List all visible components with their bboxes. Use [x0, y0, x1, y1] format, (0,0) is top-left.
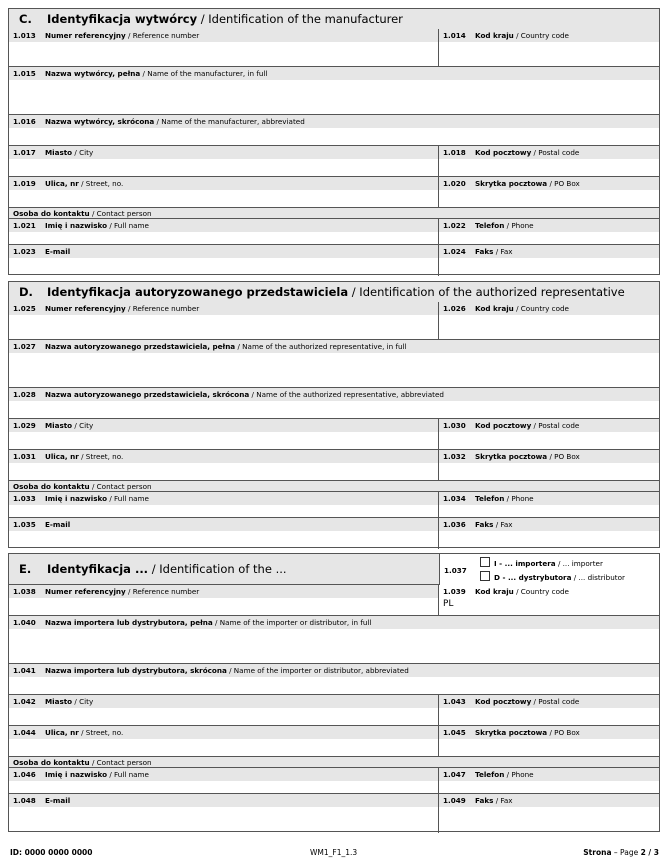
field-1024-fax[interactable]: 1.024 Faks / Fax — [439, 245, 659, 276]
page-indicator: Strona – Page 2 / 3 — [583, 848, 659, 857]
row-1019 — [9, 177, 659, 208]
document-id: ID: 0000 0000 0000 — [10, 848, 93, 857]
field-1048-email[interactable]: 1.048 E-mail — [9, 794, 439, 833]
row-1042 — [9, 695, 659, 726]
field-1019-street[interactable]: 1.019 Ulica, nr / Street, no. — [9, 177, 439, 207]
field-1034-phone[interactable]: 1.034 Telefon / Phone — [439, 492, 659, 517]
field-1045-po-box[interactable]: 1.045 Skrytka pocztowa / PO Box — [439, 726, 659, 756]
field-1043-postal-code[interactable]: 1.043 Kod pocztowy / Postal code — [439, 695, 659, 725]
row-1021 — [9, 208, 659, 245]
field-1021-full-name[interactable]: 1.021 Imię i nazwisko / Full name — [9, 219, 439, 244]
section-c — [8, 8, 660, 275]
row-1033 — [9, 481, 659, 518]
field-1041-name-abbreviated[interactable]: 1.041 Nazwa importera lub dystrybutora, skrócona / Name of the importer or distributor, abbreviated — [9, 664, 659, 695]
row-1013 — [9, 29, 659, 67]
field-1038-reference-number[interactable]: 1.038 Numer referencyjny / Reference number — [9, 585, 439, 615]
form-code: WM1_F1_1.3 — [310, 848, 358, 857]
section-d — [8, 281, 660, 548]
field-1036-fax[interactable]: 1.036 Faks / Fax — [439, 518, 659, 549]
field-1029-city[interactable]: 1.029 Miasto / City — [9, 419, 439, 449]
field-1035-email[interactable]: 1.035 E-mail — [9, 518, 439, 549]
option-importer[interactable]: I - ... importera / ... importer — [480, 557, 603, 568]
field-1028-name-abbreviated[interactable]: 1.028 Nazwa autoryzowanego przedstawiciela, skrócona / Name of the authorized representative, abbreviated — [9, 388, 659, 419]
section-e — [8, 553, 660, 832]
field-1044-street[interactable]: 1.044 Ulica, nr / Street, no. — [9, 726, 439, 756]
row-1044 — [9, 726, 659, 757]
field-1022-phone[interactable]: 1.022 Telefon / Phone — [439, 219, 659, 244]
field-1030-postal-code[interactable]: 1.030 Kod pocztowy / Postal code — [439, 419, 659, 449]
field-1047-phone[interactable]: 1.047 Telefon / Phone — [439, 768, 659, 793]
field-1017-city[interactable]: 1.017 Miasto / City — [9, 146, 439, 176]
field-1013-reference-number[interactable]: 1.013 Numer referencyjny / Reference number — [9, 29, 439, 66]
page-footer — [10, 848, 659, 860]
field-1020-po-box[interactable]: 1.020 Skrytka pocztowa / PO Box — [439, 177, 659, 207]
row-1048 — [9, 794, 659, 833]
row-1029 — [9, 419, 659, 450]
field-1046-full-name[interactable]: 1.046 Imię i nazwisko / Full name — [9, 768, 439, 793]
field-1026-country-code[interactable]: 1.026 Kod kraju / Country code — [439, 302, 659, 339]
field-1039-country-code[interactable]: 1.039 Kod kraju / Country code PL — [439, 585, 659, 615]
field-1025-reference-number[interactable]: 1.025 Numer referencyjny / Reference number — [9, 302, 439, 339]
field-1014-country-code[interactable]: 1.014 Kod kraju / Country code — [439, 29, 659, 66]
field-1031-street[interactable]: 1.031 Ulica, nr / Street, no. — [9, 450, 439, 480]
row-1035 — [9, 518, 659, 549]
distributor-checkbox[interactable] — [480, 571, 490, 581]
row-1031 — [9, 450, 659, 481]
row-1025 — [9, 302, 659, 340]
field-1037-role-selector: 1.037 I - ... importera / ... importer D - ... dystrybutora / ... distributor — [439, 554, 659, 585]
field-1049-fax[interactable]: 1.049 Faks / Fax — [439, 794, 659, 833]
field-1032-po-box[interactable]: 1.032 Skrytka pocztowa / PO Box — [439, 450, 659, 480]
field-1042-city[interactable]: 1.042 Miasto / City — [9, 695, 439, 725]
option-distributor[interactable]: D - ... dystrybutora / ... distributor — [480, 571, 625, 582]
importer-checkbox[interactable] — [480, 557, 490, 567]
section-c-header: C. Identyfikacja wytwórcy / Identification of the manufacturer — [9, 9, 659, 30]
field-1016-name-abbreviated[interactable]: 1.016 Nazwa wytwórcy, skrócona / Name of the manufacturer, abbreviated — [9, 115, 659, 146]
field-1015-name-full[interactable]: 1.015 Nazwa wytwórcy, pełna / Name of the manufacturer, in full — [9, 67, 659, 115]
section-e-header: E. Identyfikacja ... / Identification of the ... — [9, 554, 659, 585]
contact-person-label: Osoba do kontaktu / Contact person — [9, 757, 659, 768]
row-1023 — [9, 245, 659, 276]
contact-person-label: Osoba do kontaktu / Contact person — [9, 481, 659, 492]
field-1040-name-full[interactable]: 1.040 Nazwa importera lub dystrybutora, pełna / Name of the importer or distributor, in full — [9, 616, 659, 664]
field-1018-postal-code[interactable]: 1.018 Kod pocztowy / Postal code — [439, 146, 659, 176]
row-1046 — [9, 757, 659, 794]
field-1033-full-name[interactable]: 1.033 Imię i nazwisko / Full name — [9, 492, 439, 517]
row-1017 — [9, 146, 659, 177]
contact-person-label: Osoba do kontaktu / Contact person — [9, 208, 659, 219]
field-1027-name-full[interactable]: 1.027 Nazwa autoryzowanego przedstawiciela, pełna / Name of the authorized representative, in full — [9, 340, 659, 388]
section-d-header: D. Identyfikacja autoryzowanego przedstawiciela / Identification of the authorized representative — [9, 282, 659, 303]
field-1023-email[interactable]: 1.023 E-mail — [9, 245, 439, 276]
row-1038 — [9, 585, 659, 616]
